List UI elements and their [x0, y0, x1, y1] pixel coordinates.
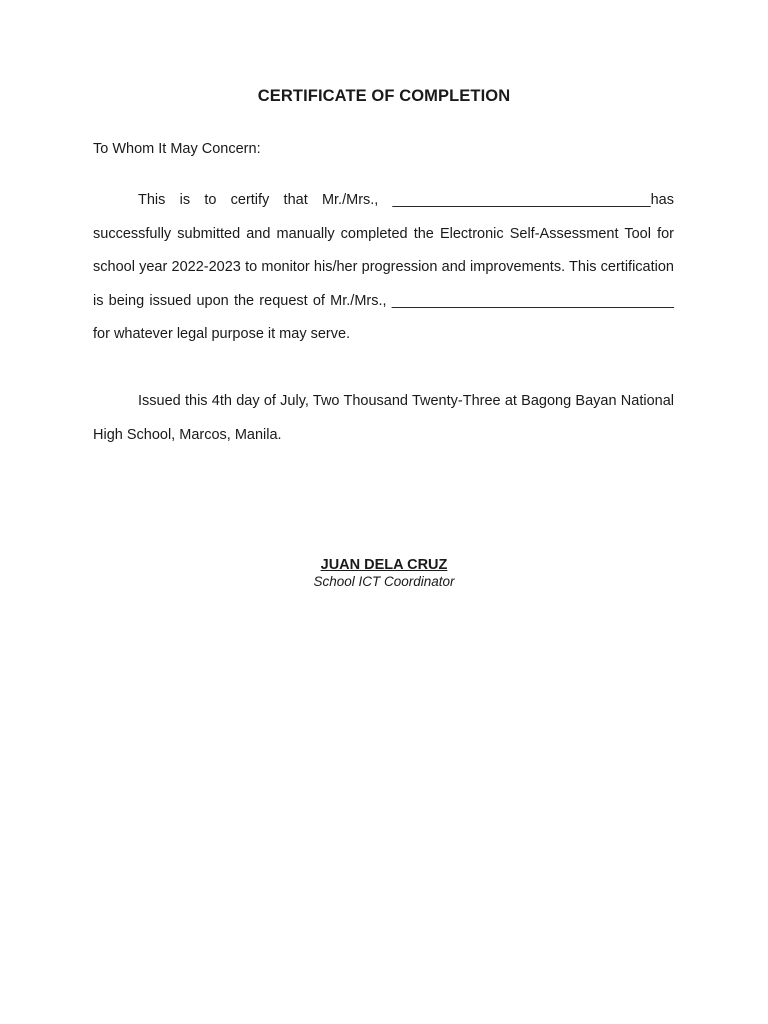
signatory-position: School ICT Coordinator — [313, 574, 455, 589]
signatory-name: JUAN DELA CRUZ — [320, 557, 448, 573]
issuance-paragraph: Issued this 4th day of July, Two Thousand Twenty-Three at Bagong Bayan National High School, Marcos, Manila. — [93, 393, 674, 443]
signature-block — [0, 556, 768, 590]
certification-paragraph: This is to certify that Mr./Mrs., ________________________________has successfully submitted and manually completed the Electronic Self-Assessment Tool for school year 2022-2023 to monitor his/her progression and improvements. This certification is being issued upon the request of Mr./Mrs., ___________________________________ for whatever legal purpose it may serve. — [93, 192, 674, 343]
certificate-title: CERTIFICATE OF COMPLETION — [257, 87, 511, 105]
salutation: To Whom It May Concern: — [93, 141, 261, 157]
